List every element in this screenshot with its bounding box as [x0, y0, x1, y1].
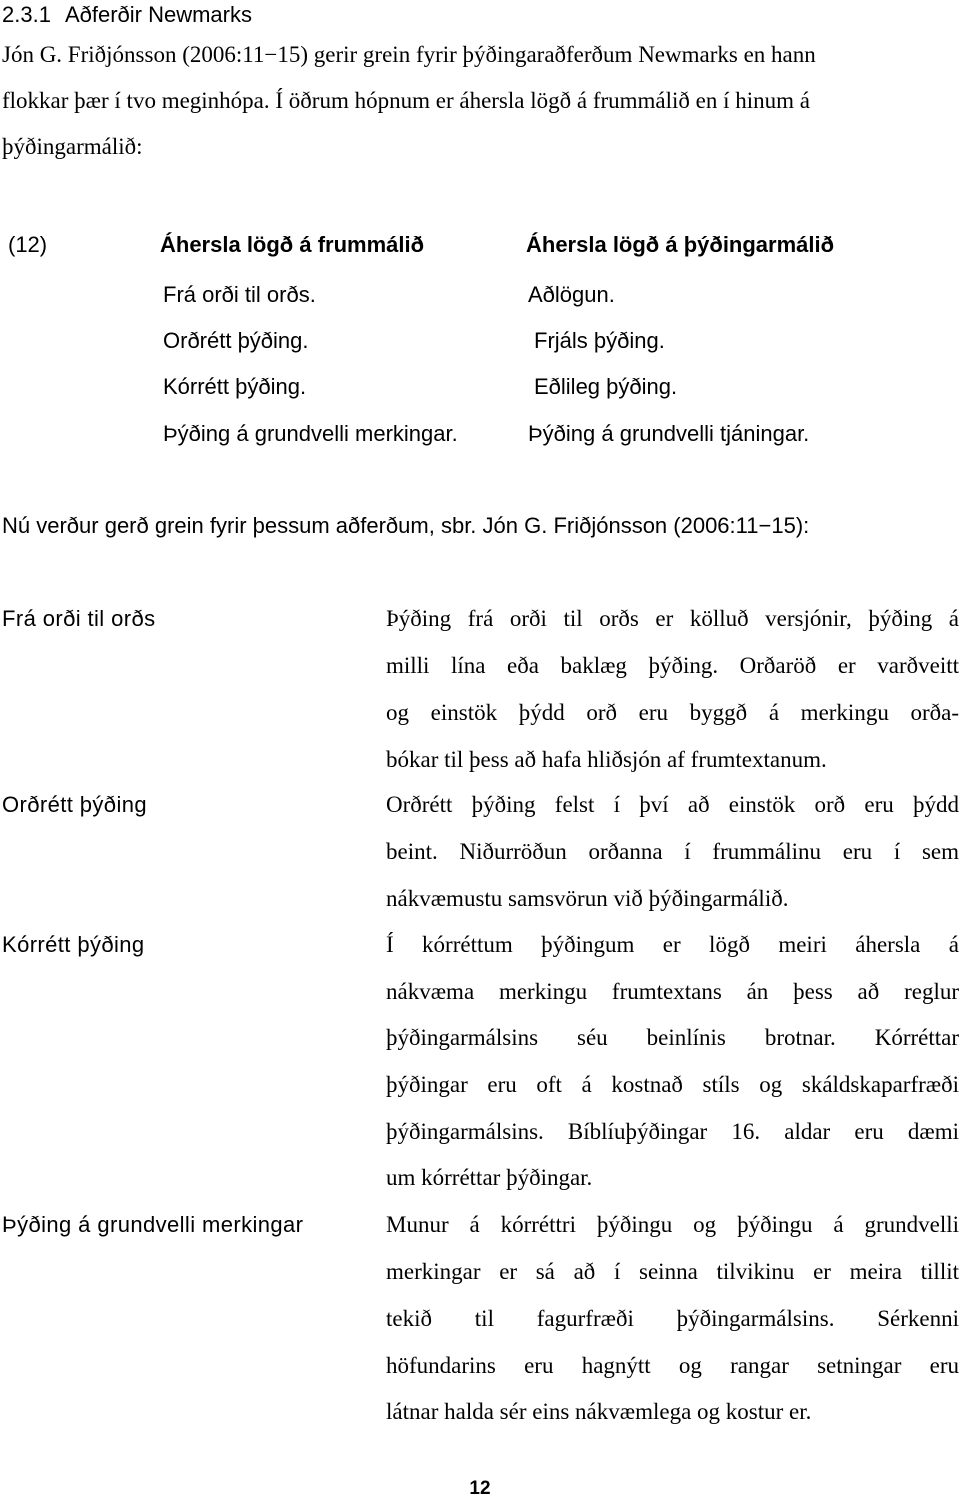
definition-line: tekið til fagurfræði þýðingarmálsins. Sérkenni — [386, 1306, 959, 1331]
right-column-heading: Áhersla lögð á þýðingarmálið — [526, 232, 835, 257]
right-item: Þýðing á grundvelli tjáningar. — [528, 421, 810, 446]
right-item: Frjáls þýðing. — [534, 328, 665, 353]
definition-line: þýðingarmálsins séu beinlínis brotnar. Kórréttar — [386, 1025, 959, 1050]
summary-sentence: Nú verður gerð grein fyrir þessum aðferðum, sbr. Jón G. Friðjónsson (2006:11−15): — [2, 513, 810, 538]
definition-line: Í kórréttum þýðingum er lögð meiri áhersla á — [386, 932, 959, 957]
section-heading — [2, 0, 252, 30]
definition-line: látnar halda sér eins nákvæmlega og kostur er. — [386, 1399, 812, 1424]
definition-line: bókar til þess að hafa hliðsjón af frumtextanum. — [386, 747, 827, 772]
definition-line: og einstök þýdd orð eru byggð á merkingu orða- — [386, 700, 959, 725]
right-item: Eðlileg þýðing. — [534, 374, 678, 399]
left-item: Þýðing á grundvelli merkingar. — [163, 421, 458, 446]
left-item: Kórrétt þýðing. — [163, 374, 307, 399]
definition-term: Þýðing á grundvelli merkingar — [2, 1212, 304, 1237]
intro-line: flokkar þær í tvo meginhópa. Í öðrum hópnum er áhersla lögð á frummálið en í hinum á — [2, 88, 811, 113]
definition-line: um kórréttar þýðingar. — [386, 1165, 593, 1190]
section-number: 2.3.1 — [2, 2, 51, 27]
left-item: Frá orði til orðs. — [163, 282, 316, 307]
page-number: 12 — [469, 1478, 491, 1499]
intro-line: Jón G. Friðjónsson (2006:11−15) gerir grein fyrir þýðingaraðferðum Newmarks en hann — [2, 42, 816, 67]
definition-line: merkingar er sá að í seinna tilvikinu er meira tillit — [386, 1259, 959, 1284]
left-item: Orðrétt þýðing. — [163, 328, 309, 353]
definition-line: Munur á kórréttri þýðingu og þýðingu á grundvelli — [386, 1212, 959, 1237]
definition-term: Orðrétt þýðing — [2, 792, 148, 817]
section-title: Aðferðir Newmarks — [64, 2, 252, 27]
definition-line: milli lína eða baklæg þýðing. Orðaröð er varðveitt — [386, 653, 959, 678]
definition-line: nákvæmustu samsvörun við þýðingarmálið. — [386, 886, 789, 911]
definition-line: þýðingarmálsins. Bíblíuþýðingar 16. aldar eru dæmi — [386, 1119, 959, 1144]
definition-line: Orðrétt þýðing felst í því að einstök orð eru þýdd — [386, 792, 959, 817]
example-number: (12) — [8, 232, 48, 257]
right-item: Aðlögun. — [528, 282, 615, 307]
definition-line: þýðingar eru oft á kostnað stíls og skáldskaparfræði — [386, 1072, 959, 1097]
left-column-heading: Áhersla lögð á frummálið — [160, 232, 425, 257]
definition-term: Frá orði til orðs — [2, 606, 156, 631]
definition-line: nákvæma merkingu frumtextans án þess að reglur — [386, 979, 959, 1004]
definition-line: beint. Niðurröðun orðanna í frummálinu eru í sem — [386, 839, 959, 864]
definition-line: Þýðing frá orði til orðs er kölluð versjónir, þýðing á — [386, 606, 959, 631]
intro-line: þýðingarmálið: — [2, 134, 143, 159]
definition-term: Kórrétt þýðing — [2, 932, 145, 957]
definition-line: höfundarins eru hagnýtt og rangar setningar eru — [386, 1353, 959, 1378]
